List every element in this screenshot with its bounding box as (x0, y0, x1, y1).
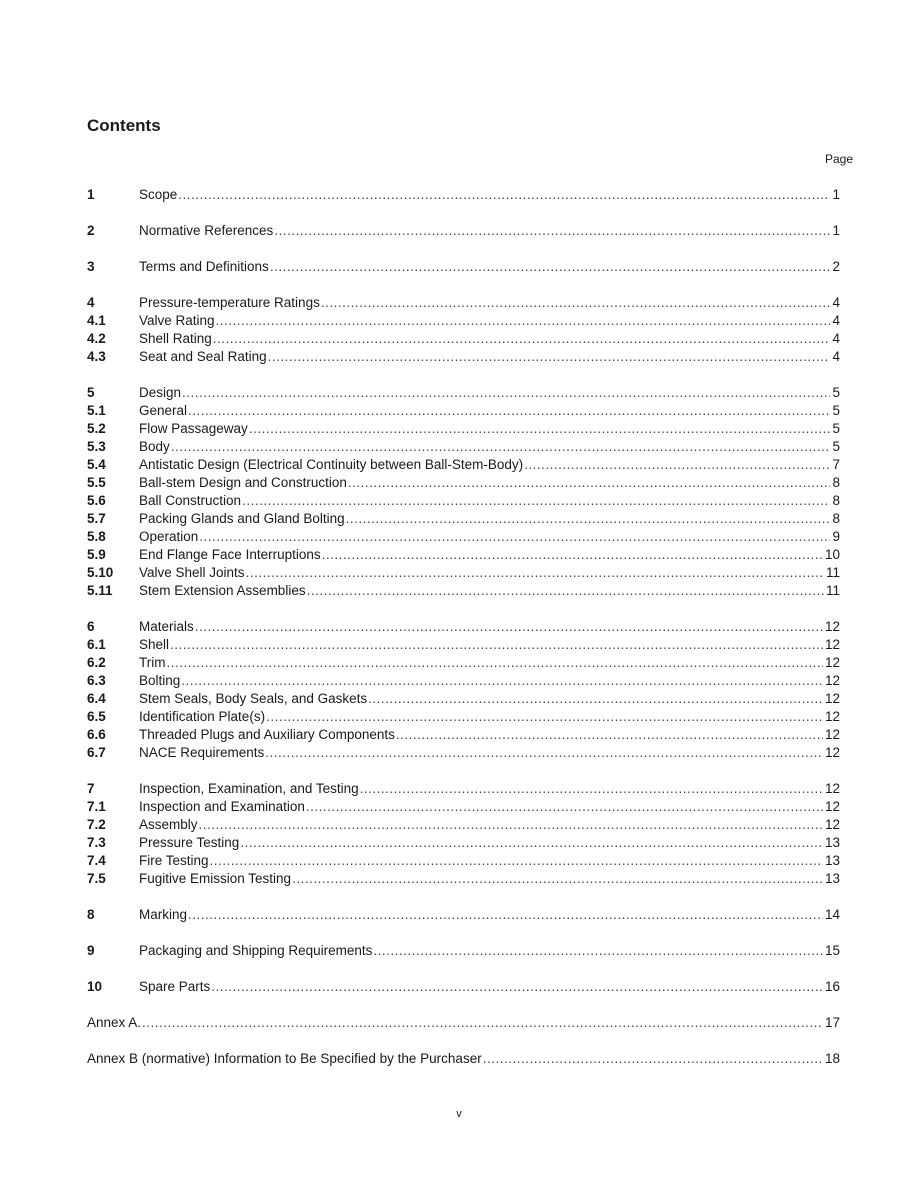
dot-leader (249, 420, 831, 438)
toc-entry-number: 5.5 (87, 475, 106, 490)
toc-entry-title: Spare Parts (139, 979, 211, 994)
footer-page-number: v (456, 1108, 462, 1120)
toc-entry-page: 14 (824, 907, 840, 922)
toc-entry-title: Scope (139, 187, 178, 202)
dot-leader (142, 1014, 823, 1032)
dot-leader (322, 546, 823, 564)
toc-entry-number: 4.2 (87, 331, 106, 346)
toc-entry-page: 12 (824, 817, 840, 832)
toc-entry-title: Pressure Testing (139, 835, 240, 850)
toc-entry-page: 12 (824, 727, 840, 742)
toc-entry-page: 1 (832, 223, 840, 238)
toc-entry-number: 6.7 (87, 745, 106, 760)
toc-entry-page: 7 (832, 457, 840, 472)
toc-entry-number: 4.1 (87, 313, 106, 328)
toc-section-group (87, 942, 840, 960)
dot-leader (167, 654, 823, 672)
toc-entry[interactable] (87, 474, 840, 492)
toc-entry-title: Shell Rating (139, 331, 212, 346)
toc-entry-page: 8 (832, 511, 840, 526)
toc-entry-page: 9 (832, 529, 840, 544)
toc-entry-page: 5 (832, 403, 840, 418)
toc-annex-group (87, 1050, 840, 1068)
toc-section-group (87, 294, 840, 366)
toc-entry-page: 15 (824, 943, 840, 958)
dot-leader (246, 564, 824, 582)
toc-entry[interactable] (87, 420, 840, 438)
toc-section-group (87, 618, 840, 762)
toc-section-group (87, 978, 840, 996)
toc-section-group (87, 906, 840, 924)
toc-annex-group (87, 1014, 840, 1032)
toc-entry-title: Trim (139, 655, 166, 670)
toc-entry-page: 12 (824, 709, 840, 724)
toc-entry-number: 7.3 (87, 835, 106, 850)
toc-entry[interactable] (87, 690, 840, 708)
toc-entry-page: 4 (832, 349, 840, 364)
dot-leader (524, 456, 830, 474)
toc-section-group (87, 222, 840, 240)
toc-entry[interactable] (87, 672, 840, 690)
dot-leader (373, 942, 823, 960)
toc-entry[interactable] (87, 816, 840, 834)
toc-entry-page: 12 (824, 673, 840, 688)
dot-leader (306, 798, 823, 816)
toc-entry[interactable] (87, 798, 840, 816)
toc-entry-page: 12 (824, 655, 840, 670)
dot-leader (265, 744, 823, 762)
toc-entry-number: 6.4 (87, 691, 106, 706)
dot-leader (270, 258, 831, 276)
toc-entry-number: 5.4 (87, 457, 106, 472)
toc-entry-number: 6.3 (87, 673, 106, 688)
toc-entry-page: 8 (832, 475, 840, 490)
dot-leader (210, 852, 823, 870)
toc-entry[interactable] (87, 402, 840, 420)
toc-entry-number: 10 (87, 979, 103, 994)
dot-leader (274, 222, 830, 240)
toc-entry-title: Marking (139, 907, 188, 922)
dot-leader (346, 510, 831, 528)
toc-entry-page: 12 (824, 691, 840, 706)
dot-leader (242, 492, 830, 510)
toc-entry-title: Materials (139, 619, 194, 634)
toc-entry[interactable] (87, 294, 840, 312)
toc-entry-title: Design (139, 385, 182, 400)
toc-entry-number: 6.5 (87, 709, 106, 724)
toc-entry-number: 6.6 (87, 727, 106, 742)
page-column-label: Page (824, 152, 853, 166)
toc-entry[interactable] (87, 780, 840, 798)
dot-leader (216, 312, 831, 330)
dot-leader (188, 402, 830, 420)
toc-entry[interactable] (87, 834, 840, 852)
toc-entry-title: Annex B (normative) Information to Be Specified by the Purchaser (87, 1051, 482, 1066)
toc-entry[interactable] (87, 708, 840, 726)
toc-entry-title: Packaging and Shipping Requirements (139, 943, 373, 958)
dot-leader (268, 348, 831, 366)
toc-entry-title: Fugitive Emission Testing (139, 871, 292, 886)
dot-leader (483, 1050, 823, 1068)
toc-entry-number: 2 (87, 223, 95, 238)
toc-entry[interactable] (87, 744, 840, 762)
toc-entry-title: NACE Requirements (139, 745, 265, 760)
toc-entry-page: 2 (832, 259, 840, 274)
toc-entry-title: Packing Glands and Gland Bolting (139, 511, 345, 526)
dot-leader (178, 186, 830, 204)
toc-entry-title: Antistatic Design (Electrical Continuity between Ball-Stem-Body) (139, 457, 524, 472)
toc-entry[interactable] (87, 186, 840, 204)
toc-entry-title: Stem Extension Assemblies (139, 583, 306, 598)
toc-entry[interactable] (87, 1014, 840, 1032)
toc-entry-page: 10 (824, 547, 840, 562)
toc-entry[interactable] (87, 492, 840, 510)
toc-entry-title: Normative References (139, 223, 274, 238)
toc-entry-page: 5 (832, 385, 840, 400)
toc-entry-page: 8 (832, 493, 840, 508)
toc-entry[interactable] (87, 870, 840, 888)
toc-entry-page: 5 (832, 439, 840, 454)
toc-entry-number: 6 (87, 619, 95, 634)
toc-entry[interactable] (87, 654, 840, 672)
toc-entry-page: 1 (832, 187, 840, 202)
toc-entry[interactable] (87, 456, 840, 474)
toc-entry-page: 13 (824, 835, 840, 850)
toc-entry[interactable] (87, 942, 840, 960)
toc-entry-title: Pressure-temperature Ratings (139, 295, 320, 310)
toc-entry-number: 5 (87, 385, 95, 400)
toc-entry-title: Operation (139, 529, 199, 544)
toc-entry-number: 7.4 (87, 853, 106, 868)
toc-entry-number: 5.3 (87, 439, 106, 454)
toc-entry-number: 7.5 (87, 871, 106, 886)
toc-entry-number: 8 (87, 907, 95, 922)
dot-leader (195, 618, 823, 636)
toc-entry-title: Seat and Seal Rating (139, 349, 267, 364)
toc-entry-page: 4 (832, 313, 840, 328)
toc-entry-page: 11 (825, 565, 840, 580)
toc-entry[interactable] (87, 582, 840, 600)
dot-leader (266, 708, 823, 726)
toc-entry[interactable] (87, 438, 840, 456)
toc-entry-number: 5.11 (87, 583, 113, 598)
toc-entry-title: Flow Passageway (139, 421, 248, 436)
toc-entry-number: 5.7 (87, 511, 106, 526)
dot-leader (396, 726, 823, 744)
toc-entry-page: 12 (824, 745, 840, 760)
toc-entry[interactable] (87, 330, 840, 348)
dot-leader (211, 978, 823, 996)
toc-entry-number: 6.1 (87, 637, 106, 652)
dot-leader (213, 330, 831, 348)
toc-entry-title: Inspection, Examination, and Testing (139, 781, 359, 796)
toc-entry[interactable] (87, 222, 840, 240)
toc-entry[interactable] (87, 978, 840, 996)
toc-entry[interactable] (87, 906, 840, 924)
toc-section-group (87, 780, 840, 888)
dot-leader (181, 672, 823, 690)
toc-entry-title: Fire Testing (139, 853, 209, 868)
toc-entry-page: 18 (824, 1051, 840, 1066)
toc-entry-page: 11 (825, 583, 840, 598)
toc-entry-page: 13 (824, 871, 840, 886)
toc-section-group (87, 258, 840, 276)
toc-entry[interactable] (87, 510, 840, 528)
toc-entry-number: 4.3 (87, 349, 106, 364)
toc-entry-page: 4 (832, 295, 840, 310)
toc-entry-page: 12 (824, 619, 840, 634)
toc-entry[interactable] (87, 348, 840, 366)
toc-entry-title: Threaded Plugs and Auxiliary Components (139, 727, 395, 742)
dot-leader (360, 780, 823, 798)
toc-entry-number: 7 (87, 781, 95, 796)
toc-entry-title: General (139, 403, 188, 418)
toc-entry[interactable] (87, 564, 840, 582)
dot-leader (348, 474, 831, 492)
toc-entry[interactable] (87, 312, 840, 330)
toc-entry-number: 7.1 (87, 799, 106, 814)
toc-entry-number: 4 (87, 295, 95, 310)
toc-entry-number: 5.10 (87, 565, 114, 580)
toc-entry-title: Inspection and Examination (139, 799, 305, 814)
toc-entry-number: 9 (87, 943, 95, 958)
toc-entry-number: 5.6 (87, 493, 106, 508)
toc-entry-title: Valve Rating (139, 313, 215, 328)
toc-entry-title: Assembly (139, 817, 198, 832)
toc-entry-title: Annex A. (87, 1015, 142, 1030)
toc-entry[interactable] (87, 618, 840, 636)
dot-leader (199, 528, 830, 546)
toc-entry-title: Ball-stem Design and Construction (139, 475, 347, 490)
dot-leader (171, 438, 831, 456)
toc-entry-number: 3 (87, 259, 95, 274)
toc-entry-title: Bolting (139, 673, 181, 688)
toc-entry[interactable] (87, 528, 840, 546)
dot-leader (368, 690, 823, 708)
page-title: Contents (87, 116, 161, 135)
toc-entry-number: 7.2 (87, 817, 106, 832)
toc-entry-title: Ball Construction (139, 493, 242, 508)
dot-leader (307, 582, 824, 600)
toc-entry-page: 13 (824, 853, 840, 868)
toc-entry-number: 5.1 (87, 403, 106, 418)
toc-entry-page: 16 (824, 979, 840, 994)
toc-entry-title: Identification Plate(s) (139, 709, 266, 724)
toc-entry-page: 12 (824, 781, 840, 796)
toc-entry-number: 1 (87, 187, 95, 202)
toc-entry-title: Stem Seals, Body Seals, and Gaskets (139, 691, 368, 706)
toc-entry-number: 5.9 (87, 547, 106, 562)
toc-entry-title: Terms and Definitions (139, 259, 269, 274)
toc-entry[interactable] (87, 726, 840, 744)
toc-entry-page: 17 (824, 1015, 840, 1030)
toc-entry-number: 5.2 (87, 421, 106, 436)
dot-leader (240, 834, 823, 852)
toc-entry[interactable] (87, 1050, 840, 1068)
toc-entry-number: 6.2 (87, 655, 106, 670)
dot-leader (321, 294, 831, 312)
toc-entry-title: Shell (139, 637, 170, 652)
toc-entry[interactable] (87, 384, 840, 402)
toc-entry[interactable] (87, 636, 840, 654)
toc-entry-number: 5.8 (87, 529, 106, 544)
dot-leader (199, 816, 823, 834)
dot-leader (182, 384, 830, 402)
toc-entry-page: 4 (832, 331, 840, 346)
toc-entry[interactable] (87, 258, 840, 276)
dot-leader (188, 906, 823, 924)
toc-entry-page: 12 (824, 799, 840, 814)
dot-leader (170, 636, 823, 654)
toc-section-group (87, 384, 840, 600)
dot-leader (292, 870, 823, 888)
toc-section-group (87, 186, 840, 204)
toc-entry-title: Body (139, 439, 170, 454)
toc-entry[interactable] (87, 852, 840, 870)
table-of-contents (87, 186, 840, 1086)
toc-entry[interactable] (87, 546, 840, 564)
toc-entry-page: 5 (832, 421, 840, 436)
toc-entry-page: 12 (824, 637, 840, 652)
toc-entry-title: Valve Shell Joints (139, 565, 245, 580)
toc-entry-title: End Flange Face Interruptions (139, 547, 321, 562)
